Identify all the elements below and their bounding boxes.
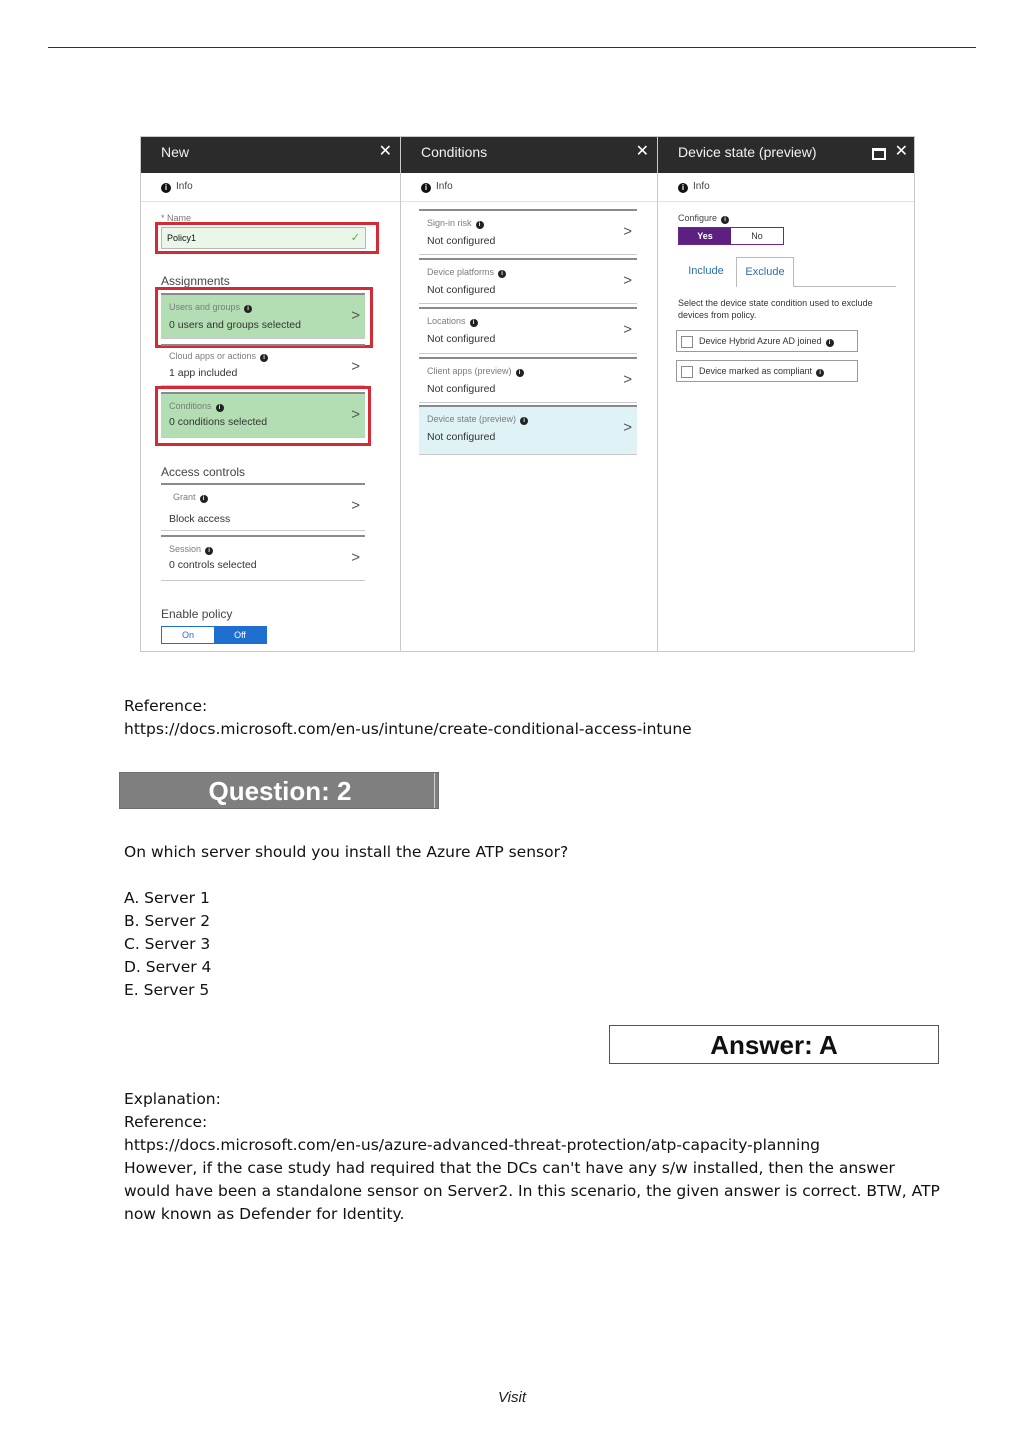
blade-device-state	[658, 137, 915, 651]
option-a: A. Server 1	[124, 889, 210, 907]
highlight-box	[155, 222, 379, 254]
chevron-right-icon: >	[623, 321, 632, 338]
answer-box	[609, 1025, 939, 1064]
info-icon: i	[205, 547, 213, 555]
explanation-line-3: now known as Defender for Identity.	[124, 1205, 405, 1223]
divider	[401, 201, 657, 202]
grant-row[interactable]: Grant i Block access >	[161, 483, 365, 531]
hybrid-joined-checkbox[interactable]: Device Hybrid Azure AD joined i	[676, 330, 858, 352]
sign-in-risk-row[interactable]: Sign-in risk i Not configured >	[419, 209, 637, 255]
divider	[658, 201, 915, 202]
configure-label: Configure i	[678, 213, 729, 224]
blade-conditions	[401, 137, 658, 651]
enable-policy-heading: Enable policy	[161, 607, 233, 621]
blade-new	[141, 137, 401, 651]
client-apps-row[interactable]: Client apps (preview) i Not configured >	[419, 357, 637, 403]
close-icon[interactable]: ✕	[894, 143, 908, 160]
session-row[interactable]: Session i 0 controls selected >	[161, 535, 365, 581]
checkbox-icon[interactable]	[681, 336, 693, 348]
close-icon[interactable]: ✕	[635, 143, 649, 160]
reference-label-2: Reference:	[124, 1113, 208, 1131]
close-icon[interactable]: ✕	[378, 143, 392, 160]
enable-policy-toggle[interactable]	[161, 626, 267, 644]
tab-include[interactable]: Include	[688, 265, 724, 277]
access-controls-heading: Access controls	[161, 465, 246, 479]
info-icon: i	[161, 183, 171, 193]
maximize-icon[interactable]	[872, 148, 886, 160]
toggle-on[interactable]: On	[162, 627, 214, 643]
blade-device-state-header	[658, 137, 915, 173]
blade-conditions-header	[401, 137, 657, 173]
highlight-box	[155, 287, 373, 348]
explanation-line-1: However, if the case study had required that the DCs can't have any s/w installed, then the answer	[124, 1159, 895, 1177]
assignments-heading: Assignments	[161, 274, 230, 288]
info-icon: i	[260, 354, 268, 362]
question-heading: Question: 2	[208, 776, 352, 806]
info-link[interactable]: i Info	[161, 181, 193, 193]
explanation-line-2: would have been a standalone sensor on Server2. In this scenario, the given answer is correct. BTW, ATP	[124, 1182, 940, 1200]
compliant-checkbox[interactable]: Device marked as compliant i	[676, 360, 858, 382]
toggle-yes[interactable]: Yes	[679, 228, 731, 244]
answer-text: Answer: A	[710, 1030, 838, 1060]
bar-edge	[434, 773, 435, 808]
toggle-no[interactable]: No	[731, 228, 783, 244]
info-icon: i	[520, 417, 528, 425]
configure-toggle[interactable]	[678, 227, 784, 245]
info-icon: i	[826, 339, 834, 347]
info-icon: i	[200, 495, 208, 503]
reference-label: Reference:	[124, 697, 208, 715]
toggle-off[interactable]: Off	[214, 627, 266, 643]
name-label: * Name	[161, 213, 192, 223]
info-icon: i	[470, 319, 478, 327]
info-icon: i	[216, 404, 224, 412]
chevron-right-icon: >	[623, 223, 632, 240]
cloud-apps-row[interactable]: Cloud apps or actions i 1 app included >	[161, 344, 365, 386]
info-icon: i	[476, 221, 484, 229]
question-text: On which server should you install the Azure ATP sensor?	[124, 843, 569, 861]
users-and-groups-row[interactable]: Users and groups i 0 users and groups selected >	[161, 293, 365, 339]
option-d: D. Server 4	[124, 958, 212, 976]
divider	[141, 201, 400, 202]
blade-device-state-title: Device state (preview)	[678, 144, 817, 160]
chevron-right-icon: >	[351, 358, 360, 375]
highlight-box	[155, 386, 371, 446]
chevron-right-icon: >	[351, 497, 360, 514]
blade-conditions-title: Conditions	[421, 144, 488, 160]
tab-underline	[794, 286, 896, 287]
blade-new-title: New	[161, 144, 190, 160]
exclude-description: Select the device state condition used to exclude devices from policy.	[678, 298, 873, 320]
locations-row[interactable]: Locations i Not configured >	[419, 307, 637, 354]
explanation-label: Explanation:	[124, 1090, 221, 1108]
name-input[interactable]: Policy1 ✓	[161, 227, 366, 249]
device-state-row[interactable]: Device state (preview) i Not configured >	[419, 405, 637, 455]
info-icon: i	[421, 183, 431, 193]
info-link[interactable]: i Info	[421, 181, 453, 193]
top-rule	[48, 47, 976, 48]
info-icon: i	[721, 216, 729, 224]
info-link[interactable]: i Info	[678, 181, 710, 193]
footer-visit: Visit	[497, 1389, 527, 1406]
question-heading-bar	[119, 772, 439, 809]
reference-link[interactable]: https://docs.microsoft.com/en-us/intune/create-conditional-access-intune	[124, 720, 692, 738]
option-e: E. Server 5	[124, 981, 210, 999]
checkbox-icon[interactable]	[681, 366, 693, 378]
tab-exclude[interactable]: Exclude	[736, 257, 794, 287]
info-icon: i	[816, 369, 824, 377]
reference-link-2[interactable]: https://docs.microsoft.com/en-us/azure-advanced-threat-protection/atp-capacity-planning	[124, 1136, 821, 1154]
option-b: B. Server 2	[124, 912, 211, 930]
chevron-right-icon: >	[623, 371, 632, 388]
info-icon: i	[244, 305, 252, 313]
chevron-right-icon: >	[351, 549, 360, 566]
info-icon: i	[678, 183, 688, 193]
info-icon: i	[498, 270, 506, 278]
device-platforms-row[interactable]: Device platforms i Not configured >	[419, 258, 637, 304]
checkmark-icon: ✓	[350, 232, 360, 244]
chevron-right-icon: >	[623, 419, 632, 436]
option-c: C. Server 3	[124, 935, 211, 953]
info-icon: i	[516, 369, 524, 377]
chevron-right-icon: >	[351, 406, 360, 423]
azure-conditional-access-screenshot	[140, 136, 915, 652]
conditions-row[interactable]: Conditions i 0 conditions selected >	[161, 392, 365, 438]
chevron-right-icon: >	[623, 272, 632, 289]
blade-new-header	[141, 137, 400, 173]
chevron-right-icon: >	[351, 307, 360, 324]
